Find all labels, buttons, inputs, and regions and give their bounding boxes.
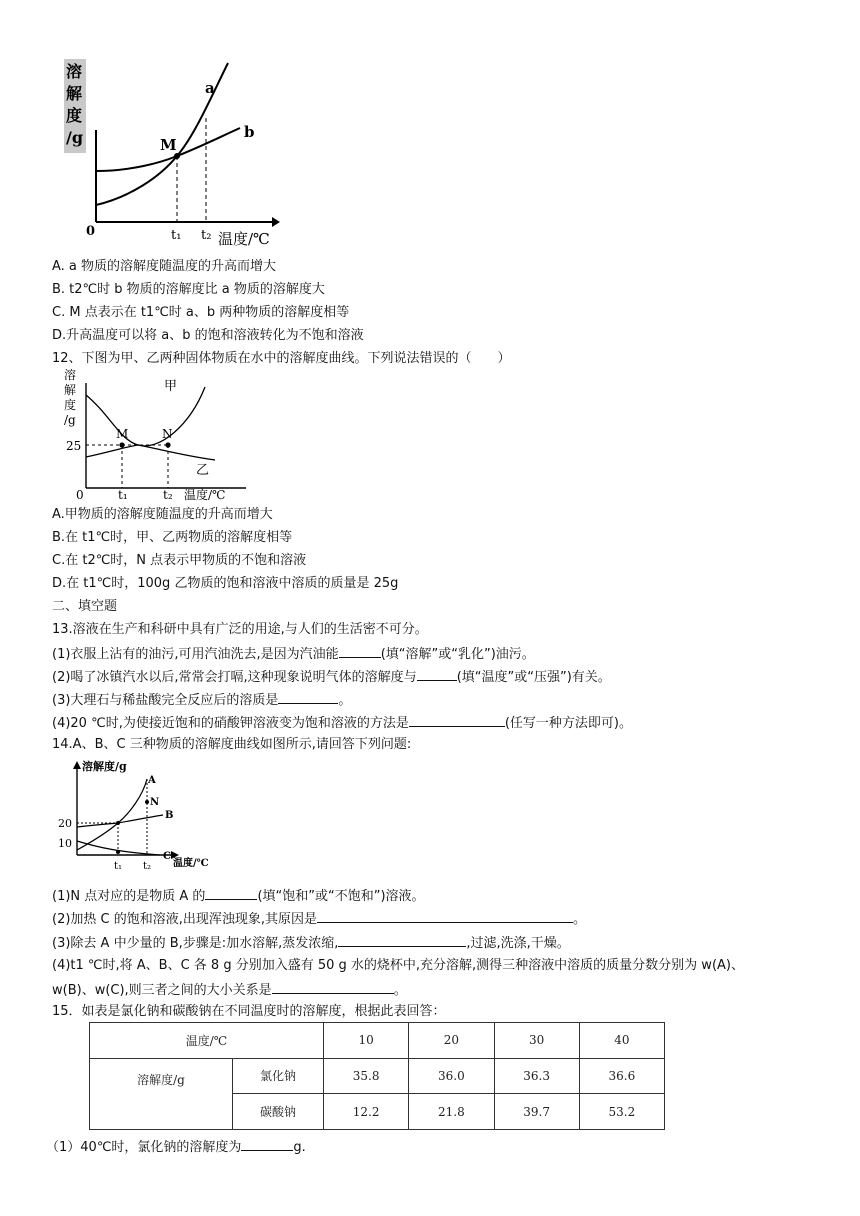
q14-part4-line2-a: w(B)、w(C),则三者之间的大小关系是 — [52, 983, 272, 998]
q13-part4-b: (任写一种方法即可)。 — [504, 716, 632, 731]
fig3-y-arrow — [73, 761, 81, 769]
q14-part2-b: 。 — [573, 912, 587, 927]
table-cell: 36.0 — [409, 1058, 494, 1094]
q15-part1 — [46, 1137, 306, 1156]
fig1-label-a: a — [205, 79, 215, 97]
fig2-curve-jia — [86, 387, 205, 446]
fig2-ylabel-1: 溶 — [64, 368, 77, 382]
fig3-xlabel: 温度/℃ — [173, 858, 209, 869]
q14-part3-b: ,过滤,洗涤,干燥。 — [466, 936, 570, 951]
table-cell: 39.7 — [494, 1094, 579, 1130]
fig1-ylabel-4: /g — [66, 128, 84, 147]
fig3-t2: t₂ — [143, 861, 152, 872]
q14-stem: 14.A、B、C 三种物质的溶解度曲线如图所示,请回答下列问题: — [52, 737, 412, 752]
fig2-curve-yi — [86, 445, 215, 460]
fig2-origin: 0 — [76, 488, 84, 502]
q13-part3-b: 。 — [338, 693, 352, 708]
fig3-solubility-chart — [55, 755, 235, 880]
table-cell: 12.2 — [324, 1094, 409, 1130]
q13-stem: 13.溶液在生产和科研中具有广泛的用途,与人们的生活密不可分。 — [52, 622, 428, 637]
fig1-label-m: M — [160, 136, 177, 154]
table-cell: 36.3 — [494, 1058, 579, 1094]
q14-part4-line1: (4)t1 ℃时,将 A、B、C 各 8 g 分别加入盛有 50 g 水的烧杯中,充分溶解,测得三种溶液中溶质的质量分数分别为 w(A)、 — [52, 958, 744, 973]
fig2-label-jia: 甲 — [164, 379, 178, 394]
q11-option-b: B. t2℃时 b 物质的溶解度比 a 物质的溶解度大 — [52, 282, 325, 297]
fig3-label-n: N — [150, 797, 160, 808]
fig1-xlabel: 温度/℃ — [218, 230, 270, 248]
table-row-header — [90, 1023, 665, 1059]
table-cell: 36.6 — [579, 1058, 664, 1094]
q11-option-a: A. a 物质的溶解度随温度的升高而增大 — [52, 259, 277, 274]
q14-blank2[interactable] — [317, 909, 573, 923]
fig3-ylabel: 溶解度/g — [82, 760, 127, 773]
fig3-point-n — [145, 800, 149, 804]
fig3-y20: 20 — [58, 817, 72, 830]
table-temp-30: 30 — [494, 1023, 579, 1059]
q13-blank2[interactable] — [417, 667, 457, 681]
fig1-t2: t₂ — [201, 228, 212, 243]
q13-part1-a: (1)衣服上沾有的油污,可用汽油洗去,是因为汽油能 — [52, 647, 339, 662]
table-row-name: 碳酸钠 — [233, 1094, 324, 1130]
fig1-solubility-chart — [60, 55, 280, 250]
solubility-table — [89, 1022, 665, 1130]
q14-part4-line2-b: 。 — [393, 983, 407, 998]
fig2-label-n: N — [162, 427, 173, 441]
q11-option-c: C. M 点表示在 t1℃时 a、b 两种物质的溶解度相等 — [52, 305, 350, 320]
fig2-label-yi: 乙 — [196, 463, 210, 478]
fig1-ylabel-1: 溶 — [66, 62, 83, 81]
fig2-ylabel-4: /g — [64, 413, 76, 427]
q14-part1-b: (填“饱和”或“不饱和”)溶液。 — [257, 889, 425, 904]
q14-part1 — [52, 886, 425, 905]
q14-part2 — [52, 909, 586, 928]
section-fill-in-title: 二、填空题 — [52, 599, 118, 614]
fig2-t1: t₁ — [118, 488, 128, 502]
q14-part4-line2 — [52, 980, 407, 999]
fig2-t2: t₂ — [163, 488, 173, 502]
fig3-label-a: A — [148, 775, 156, 786]
fig3-curve-a — [77, 779, 147, 850]
q13-blank3[interactable] — [278, 690, 338, 704]
fig1-ylabel-3: 度 — [66, 106, 83, 125]
q12-option-b: B.在 t1℃时，甲、乙两物质的溶解度相等 — [52, 530, 293, 545]
table-temp-10: 10 — [324, 1023, 409, 1059]
fig2-point-n — [165, 442, 170, 447]
q12-option-c: C.在 t2℃时，N 点表示甲物质的不饱和溶液 — [52, 553, 307, 568]
q14-part1-a: (1)N 点对应的是物质 A 的 — [52, 889, 206, 904]
q14-part3 — [52, 933, 570, 952]
fig3-t1: t₁ — [114, 861, 123, 872]
fig2-xlabel: 温度/℃ — [184, 488, 226, 502]
q15-part1-a: （1）40℃时，氯化钠的溶解度为 — [46, 1140, 242, 1155]
q13-blank4[interactable] — [409, 713, 505, 727]
q13-part4 — [52, 713, 632, 732]
q14-part3-a: (3)除去 A 中少量的 B,步骤是:加水溶解,蒸发浓缩, — [52, 936, 339, 951]
table-temp-40: 40 — [579, 1023, 664, 1059]
table-row — [90, 1058, 665, 1094]
fig1-x-arrow — [272, 217, 280, 227]
q13-part2-a: (2)喝了冰镇汽水以后,常常会打嗝,这种现象说明气体的溶解度与 — [52, 670, 417, 685]
table-cell: 21.8 — [409, 1094, 494, 1130]
fig2-point-m — [119, 442, 124, 447]
q12-stem: 12、下图为甲、乙两种固体物质在水中的溶解度曲线。下列说法错误的（ ） — [52, 351, 511, 366]
q15-blank1[interactable] — [241, 1137, 293, 1151]
table-temp-20: 20 — [409, 1023, 494, 1059]
q12-option-a: A.甲物质的溶解度随温度的升高而增大 — [52, 507, 273, 522]
table-row-group: 溶解度/g — [90, 1058, 233, 1129]
q13-part3 — [52, 690, 351, 709]
table-cell: 35.8 — [324, 1058, 409, 1094]
q13-part1-b: (填“溶解”或“乳化”)油污。 — [380, 647, 535, 662]
q13-part1 — [52, 644, 535, 663]
table-row-name: 氯化钠 — [233, 1058, 324, 1094]
fig2-solubility-chart — [60, 365, 260, 505]
fig1-ylabel-2: 解 — [66, 84, 83, 103]
fig3-label-b: B — [165, 810, 174, 821]
fig1-label-b: b — [244, 123, 255, 141]
fig2-label-m: M — [116, 427, 129, 441]
q14-blank1[interactable] — [205, 886, 257, 900]
fig3-y10: 10 — [58, 837, 72, 850]
fig2-y25: 25 — [66, 439, 82, 453]
fig3-label-c: C — [163, 851, 171, 862]
q14-part2-a: (2)加热 C 的饱和溶液,出现浑浊现象,其原因是 — [52, 912, 318, 927]
fig1-t1: t₁ — [171, 228, 182, 243]
q15-stem: 15．如表是氯化钠和碳酸钠在不同温度时的溶解度，根据此表回答： — [52, 1004, 446, 1019]
table-header-label: 温度/℃ — [90, 1023, 324, 1059]
q14-blank4[interactable] — [272, 980, 394, 994]
fig3-point-ab — [116, 821, 120, 825]
fig2-ylabel-3: 度 — [64, 398, 77, 412]
q11-option-d: D.升高温度可以将 a、b 的饱和溶液转化为不饱和溶液 — [52, 328, 364, 343]
fig2-ylabel-2: 解 — [64, 383, 77, 397]
q13-part2 — [52, 667, 611, 686]
q13-part4-a: (4)20 ℃时,为使接近饱和的硝酸钾溶液变为饱和溶液的方法是 — [52, 716, 409, 731]
q13-blank1[interactable] — [339, 644, 381, 658]
q14-blank3[interactable] — [338, 933, 466, 947]
fig1-origin: 0 — [86, 224, 96, 239]
table-cell: 53.2 — [579, 1094, 664, 1130]
fig3-point-c — [116, 850, 120, 854]
q13-part2-b: (填“温度”或“压强”)有关。 — [456, 670, 611, 685]
q15-part1-b: g. — [293, 1140, 306, 1155]
q13-part3-a: (3)大理石与稀盐酸完全反应后的溶质是 — [52, 693, 279, 708]
q12-option-d: D.在 t1℃时，100g 乙物质的饱和溶液中溶质的质量是 25g — [52, 576, 399, 591]
